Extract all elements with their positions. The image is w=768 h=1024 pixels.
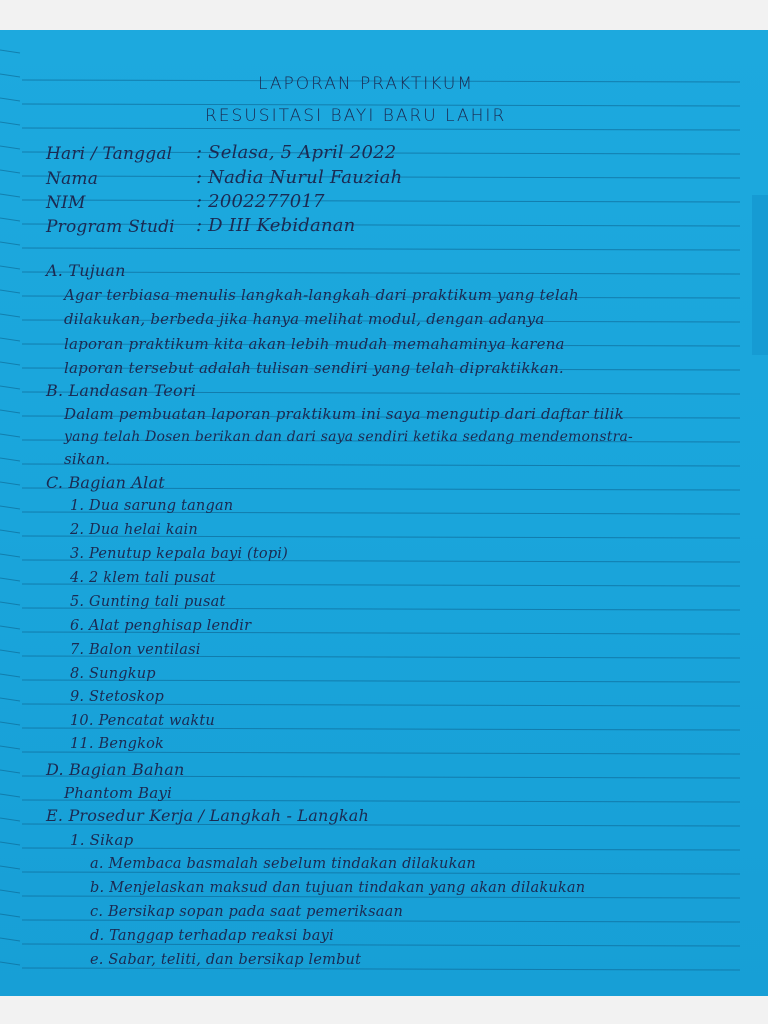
stacked-page-edges [0,30,22,996]
report-title-line2: RESUSITASI BAYI BARU LAHIR [205,106,507,126]
page-edge-line [0,866,20,869]
page-edge-line [0,602,20,605]
prosedur-item: e. Sabar, teliti, dan bersikap lembut [90,952,362,968]
page-edge-line [0,98,20,101]
landasan-line: yang telah Dosen berikan dan dari saya sendiri ketika sedang mendemonstra- [64,429,633,445]
page-edge-line [0,818,20,821]
page-edge-line [0,266,20,269]
alat-item: 1. Dua sarung tangan [70,498,234,514]
page-edge-line [0,746,20,749]
rule-line [22,752,740,754]
section-bahan-heading: D. Bagian Bahan [46,760,185,779]
alat-item: 10. Pencatat waktu [70,713,215,729]
alat-item: 2. Dua helai kain [70,522,198,538]
rule-line [22,968,740,970]
alat-item: 8. Sungkup [70,666,156,682]
tujuan-line: laporan tersebut adalah tulisan sendiri yang telah dipraktikkan. [64,359,564,377]
page-edge-line [0,362,20,365]
name-label: Nama [46,169,99,189]
section-alat-heading: C. Bagian Alat [46,473,165,492]
alat-item: 4. 2 klem tali pusat [70,570,216,586]
nim-label: NIM [46,193,86,213]
report-title-line1: LAPORAN PRAKTIKUM [258,74,475,94]
page-edge-line [0,578,20,581]
rule-line [22,128,740,130]
section-prosedur-heading: E. Prosedur Kerja / Langkah - Langkah [46,806,370,825]
alat-item: 3. Penutup kepala bayi (topi) [70,546,289,562]
page-edge-line [0,170,20,173]
rule-line [22,272,740,274]
name-value: : Nadia Nurul Fauziah [196,167,403,188]
nim-value: : 2002277017 [196,191,325,212]
page-edge-line [0,386,20,389]
day-date-value: : Selasa, 5 April 2022 [196,142,397,163]
page-edge-line [0,242,20,245]
page-edge-line [0,146,20,149]
section-landasan-heading: B. Landasan Teori [46,381,197,400]
bahan-line: Phantom Bayi [64,784,173,802]
tujuan-line: dilakukan, berbeda jika hanya melihat modul, dengan adanya [64,310,545,328]
page-edge-line [0,938,20,941]
page-edge-line [0,122,20,125]
page-edge-line [0,722,20,725]
page-edge-line [0,506,20,509]
rule-line [22,464,740,466]
page-edge-line [0,794,20,797]
notebook-page [0,30,768,996]
page-edge-line [0,698,20,701]
tujuan-line: Agar terbiasa menulis langkah-langkah dari praktikum yang telah [64,286,579,304]
page-edge-line [0,410,20,413]
alat-item: 5. Gunting tali pusat [70,594,226,610]
page-divider-tab [752,195,768,355]
section-tujuan-heading: A. Tujuan [46,261,126,280]
rule-line [22,896,740,898]
day-date-label: Hari / Tanggal [46,144,173,164]
page-edge-line [0,626,20,629]
landasan-line: sikan. [64,450,111,468]
top-background [0,0,768,30]
page-edge-line [0,194,20,197]
page-edge-line [0,842,20,845]
bottom-background [0,996,768,1024]
rule-line [22,248,740,250]
page-edge-line [0,890,20,893]
page-edge-line [0,674,20,677]
prosedur-item: b. Menjelaskan maksud dan tujuan tindakan yang akan dilakukan [90,880,586,896]
alat-item: 9. Stetoskop [70,689,164,705]
prosedur-item: d. Tanggap terhadap reaksi bayi [90,928,334,944]
prosedur-item: a. Membaca basmalah sebelum tindakan dilakukan [90,856,476,872]
page-edge-line [0,530,20,533]
page-edge-line [0,290,20,293]
program-value: : D III Kebidanan [196,215,356,236]
page-edge-line [0,962,20,965]
page-edge-line [0,74,20,77]
prosedur-item: c. Bersikap sopan pada saat pemeriksaan [90,904,404,920]
page-edge-line [0,50,20,53]
rule-line [22,200,740,202]
page-edge-line [0,770,20,773]
rule-line [22,872,740,874]
program-label: Program Studi [46,217,175,237]
rule-line [22,920,740,922]
prosedur-sub-heading: 1. Sikap [70,831,134,849]
page-edge-line [0,554,20,557]
tujuan-line: laporan praktikum kita akan lebih mudah memahaminya karena [64,335,565,353]
page-edge-line [0,434,20,437]
page-edge-line [0,650,20,653]
alat-item: 6. Alat penghisap lendir [70,618,252,634]
page-edge-line [0,458,20,461]
landasan-line: Dalam pembuatan laporan praktikum ini saya mengutip dari daftar tilik [64,405,624,423]
page-edge-line [0,218,20,221]
page-edge-line [0,338,20,341]
rule-line [22,944,740,946]
alat-item: 7. Balon ventilasi [70,642,201,658]
page-edge-line [0,314,20,317]
page-edge-line [0,914,20,917]
page-edge-line [0,482,20,485]
alat-item: 11. Bengkok [70,736,165,752]
